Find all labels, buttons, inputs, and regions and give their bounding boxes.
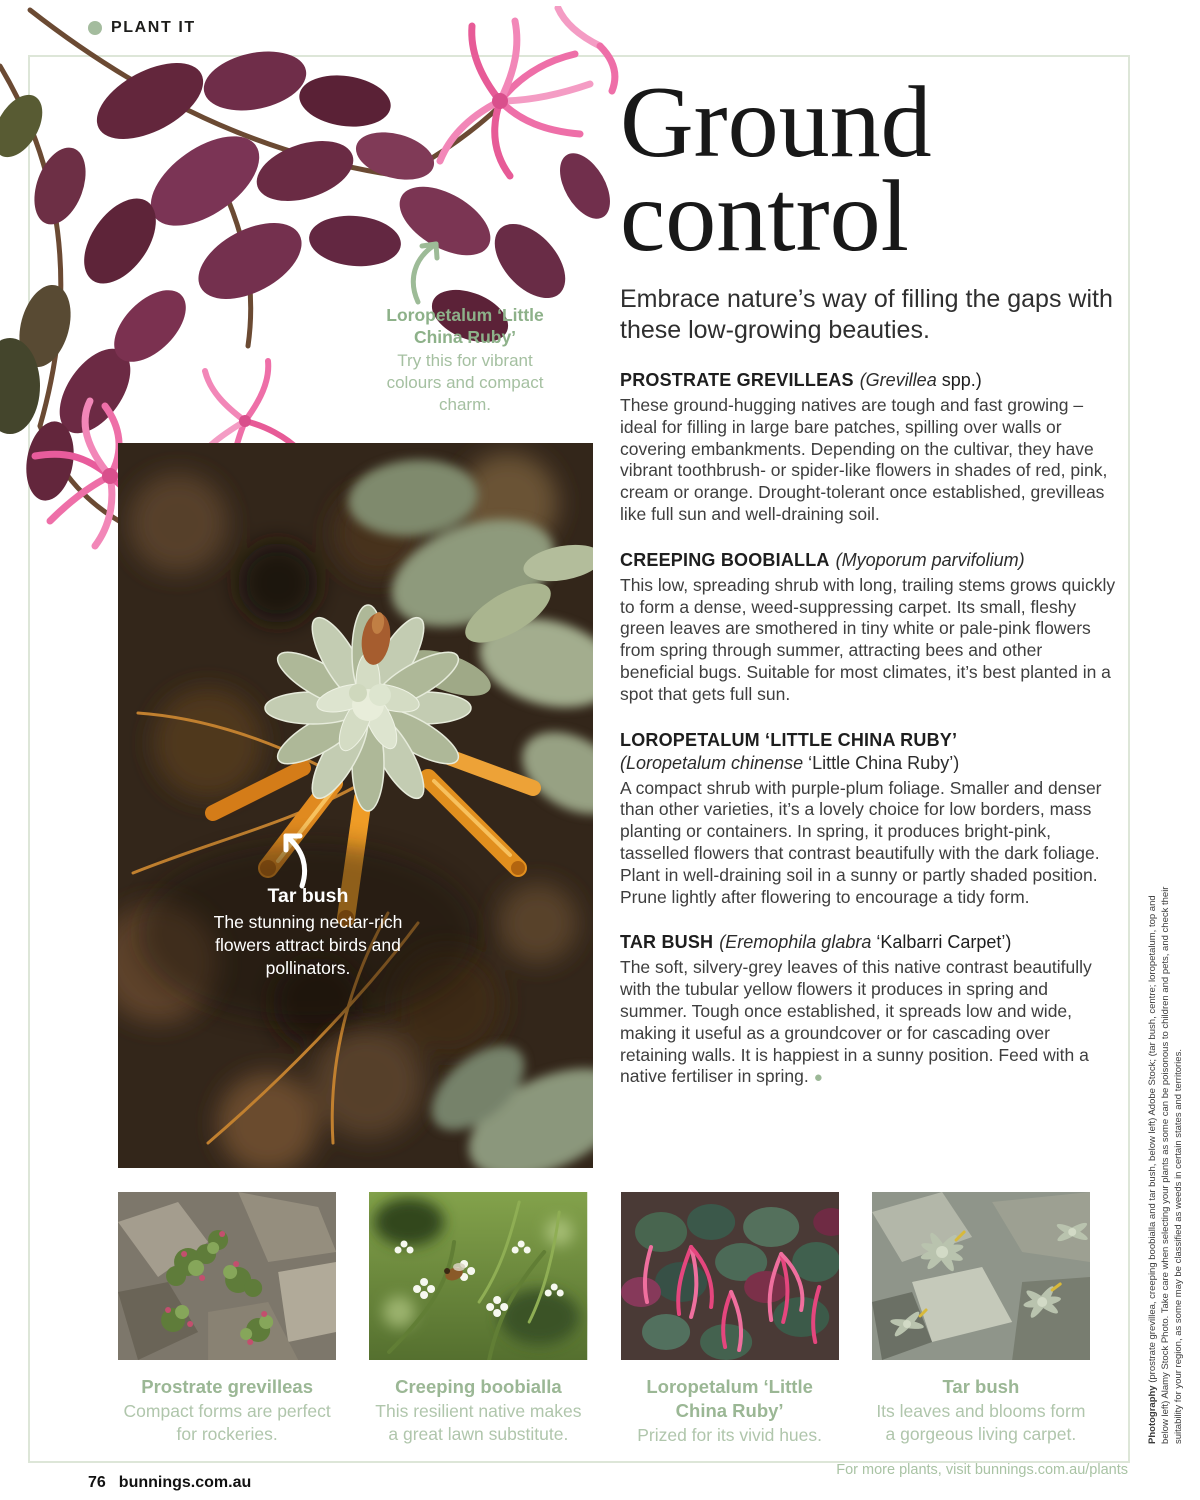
gallery-item-title: Tar bush [942, 1376, 1020, 1397]
plant-name: PROSTRATE GREVILLEAS [620, 370, 854, 390]
gallery-item-text: This resilient native makes a great lawn substitute. [375, 1401, 582, 1444]
botanical-name: (Loropetalum chinense [620, 752, 804, 773]
tar-bush-gallery-photo [872, 1192, 1090, 1360]
page-number: 76 [88, 1474, 106, 1491]
botanical-name-suffix: spp.) [936, 370, 982, 390]
article-column [620, 66, 1116, 1089]
botanical-name: (Eremophila glabra [719, 932, 872, 953]
plant-name: TAR BUSH [620, 932, 714, 953]
callout-title: Loropetalum ‘Little China Ruby’ [386, 305, 544, 347]
article-body: This low, spreading shrub with long, trailing stems grows quickly to form a dense, weed-suppressing carpet. Its small, fleshy green leaves are smothered in tiny white or pale-pink flowers from spring through summer, attracting bees and other beneficial bugs. Suitable for most climates, it’s best planted in a spot that gets full sun. [620, 574, 1116, 704]
article-heading [620, 729, 1116, 752]
prostrate-grevilleas-photo [118, 1192, 336, 1360]
gallery-item-title: Creeping boobialla [395, 1376, 562, 1397]
article-heading [620, 549, 1116, 572]
gallery-item-loropetalum [621, 1192, 839, 1447]
title-line-2: control [620, 160, 909, 273]
credits-text: (prostrate grevillea, creeping boobialla and tar bush, below left) Adobe Stock; (tar bush, centre; loropetalum, top and below left) Alamy Stock Photo. Take care when selecting your plants as some can be poisonous to children and pets, and check their suitability for your region, as some may be classified as weeds in certain states and territories. [1147, 886, 1184, 1444]
plant-name: CREEPING BOOBIALLA [620, 549, 830, 570]
footer-more-link: For more plants, visit bunnings.com.au/plants [836, 1462, 1128, 1478]
callout-text: Try this for vibrant colours and compact charm. [386, 351, 544, 414]
article-loropetalum [620, 729, 1116, 909]
gallery-item-text: Prized for its vivid hues. [637, 1425, 823, 1445]
hero-callout [370, 304, 560, 416]
credits-lead: Photography [1147, 1385, 1158, 1444]
bullet-dot-icon [88, 21, 102, 35]
end-of-article-dot: ● [813, 1069, 823, 1087]
section-label: PLANT IT [111, 19, 196, 36]
footer-left [88, 1474, 251, 1492]
article-body: A compact shrub with purple-plum foliage. Smaller and denser than other varieties, it’s a lovely choice for low borders, mass planting or containers. In spring, it produces bright-pink, tasselled flowers that contrast beautifully with the dark foliage. Plant in well-draining soil in a sunny or partly shaded position. Prune lightly after flowering to encourage a tidy form. [620, 777, 1102, 907]
article-prostrate-grevilleas [620, 369, 1116, 526]
tar-bush-photo [118, 443, 593, 1168]
gallery-caption [621, 1375, 839, 1447]
creeping-boobialla-photo [369, 1192, 587, 1360]
tar-bush-callout [188, 884, 428, 980]
loropetalum-gallery-photo [621, 1192, 839, 1360]
photo-credits [1146, 876, 1185, 1444]
article-heading [620, 931, 1116, 954]
gallery-item-tar-bush [872, 1192, 1090, 1447]
gallery-caption [872, 1375, 1090, 1446]
gallery-item-prostrate-grevilleas [118, 1192, 336, 1447]
callout-title: Tar bush [267, 885, 349, 907]
section-kicker [88, 19, 196, 37]
page-title [620, 66, 1116, 273]
plant-gallery [118, 1192, 1090, 1447]
title-line-1: Ground [620, 66, 932, 179]
article-tar-bush [620, 931, 1116, 1089]
article-heading [620, 369, 1116, 392]
botanical-name: (Grevillea [859, 370, 937, 390]
botanical-name-line [620, 752, 1116, 775]
gallery-item-title: Prostrate grevilleas [141, 1376, 313, 1397]
plant-name: LOROPETALUM ‘LITTLE CHINA RUBY’ [620, 729, 958, 750]
intro-text: Embrace nature’s way of filling the gaps with these low-growing beauties. [620, 285, 1113, 344]
gallery-item-title: Loropetalum ‘Little China Ruby’ [646, 1376, 813, 1421]
botanical-name-suffix: ‘Little China Ruby’) [803, 752, 960, 773]
article-body: The soft, silvery-grey leaves of this native contrast beautifully with the tubular yellow flowers it produces in spring and summer. Tough once established, it spreads low and wide, making it useful as a groundcover or for cascading over retaining walls. It is happiest in a sunny position. Feed with a native fertiliser in spring. ● [620, 957, 1092, 1087]
botanical-name: (Myoporum parvifolium) [835, 549, 1025, 570]
botanical-name-suffix: ‘Kalbarri Carpet’) [871, 932, 1012, 953]
gallery-item-text: Compact forms are perfect for rockeries. [123, 1401, 331, 1444]
article-creeping-boobialla [620, 549, 1116, 706]
gallery-caption [369, 1375, 587, 1446]
callout-text: The stunning nectar-rich flowers attract birds and pollinators. [213, 912, 403, 978]
article-body: These ground-hugging natives are tough and fast growing – ideal for filling in large bare patches, spilling over walls or covering embankments. Depending on the cultivar, they have vibrant toothbrush- or spider-like flowers in shades of red, pink, cream or orange. Drought-tolerant once established, grevilleas like full sun and well-draining soil. [620, 395, 1108, 524]
curved-arrow-up-icon [404, 238, 466, 306]
site-url: bunnings.com.au [118, 1474, 252, 1491]
gallery-item-creeping-boobialla [369, 1192, 587, 1447]
curved-arrow-up-white-icon [258, 830, 316, 890]
gallery-caption [118, 1375, 336, 1446]
gallery-item-text: Its leaves and blooms form a gorgeous living carpet. [876, 1401, 1086, 1444]
